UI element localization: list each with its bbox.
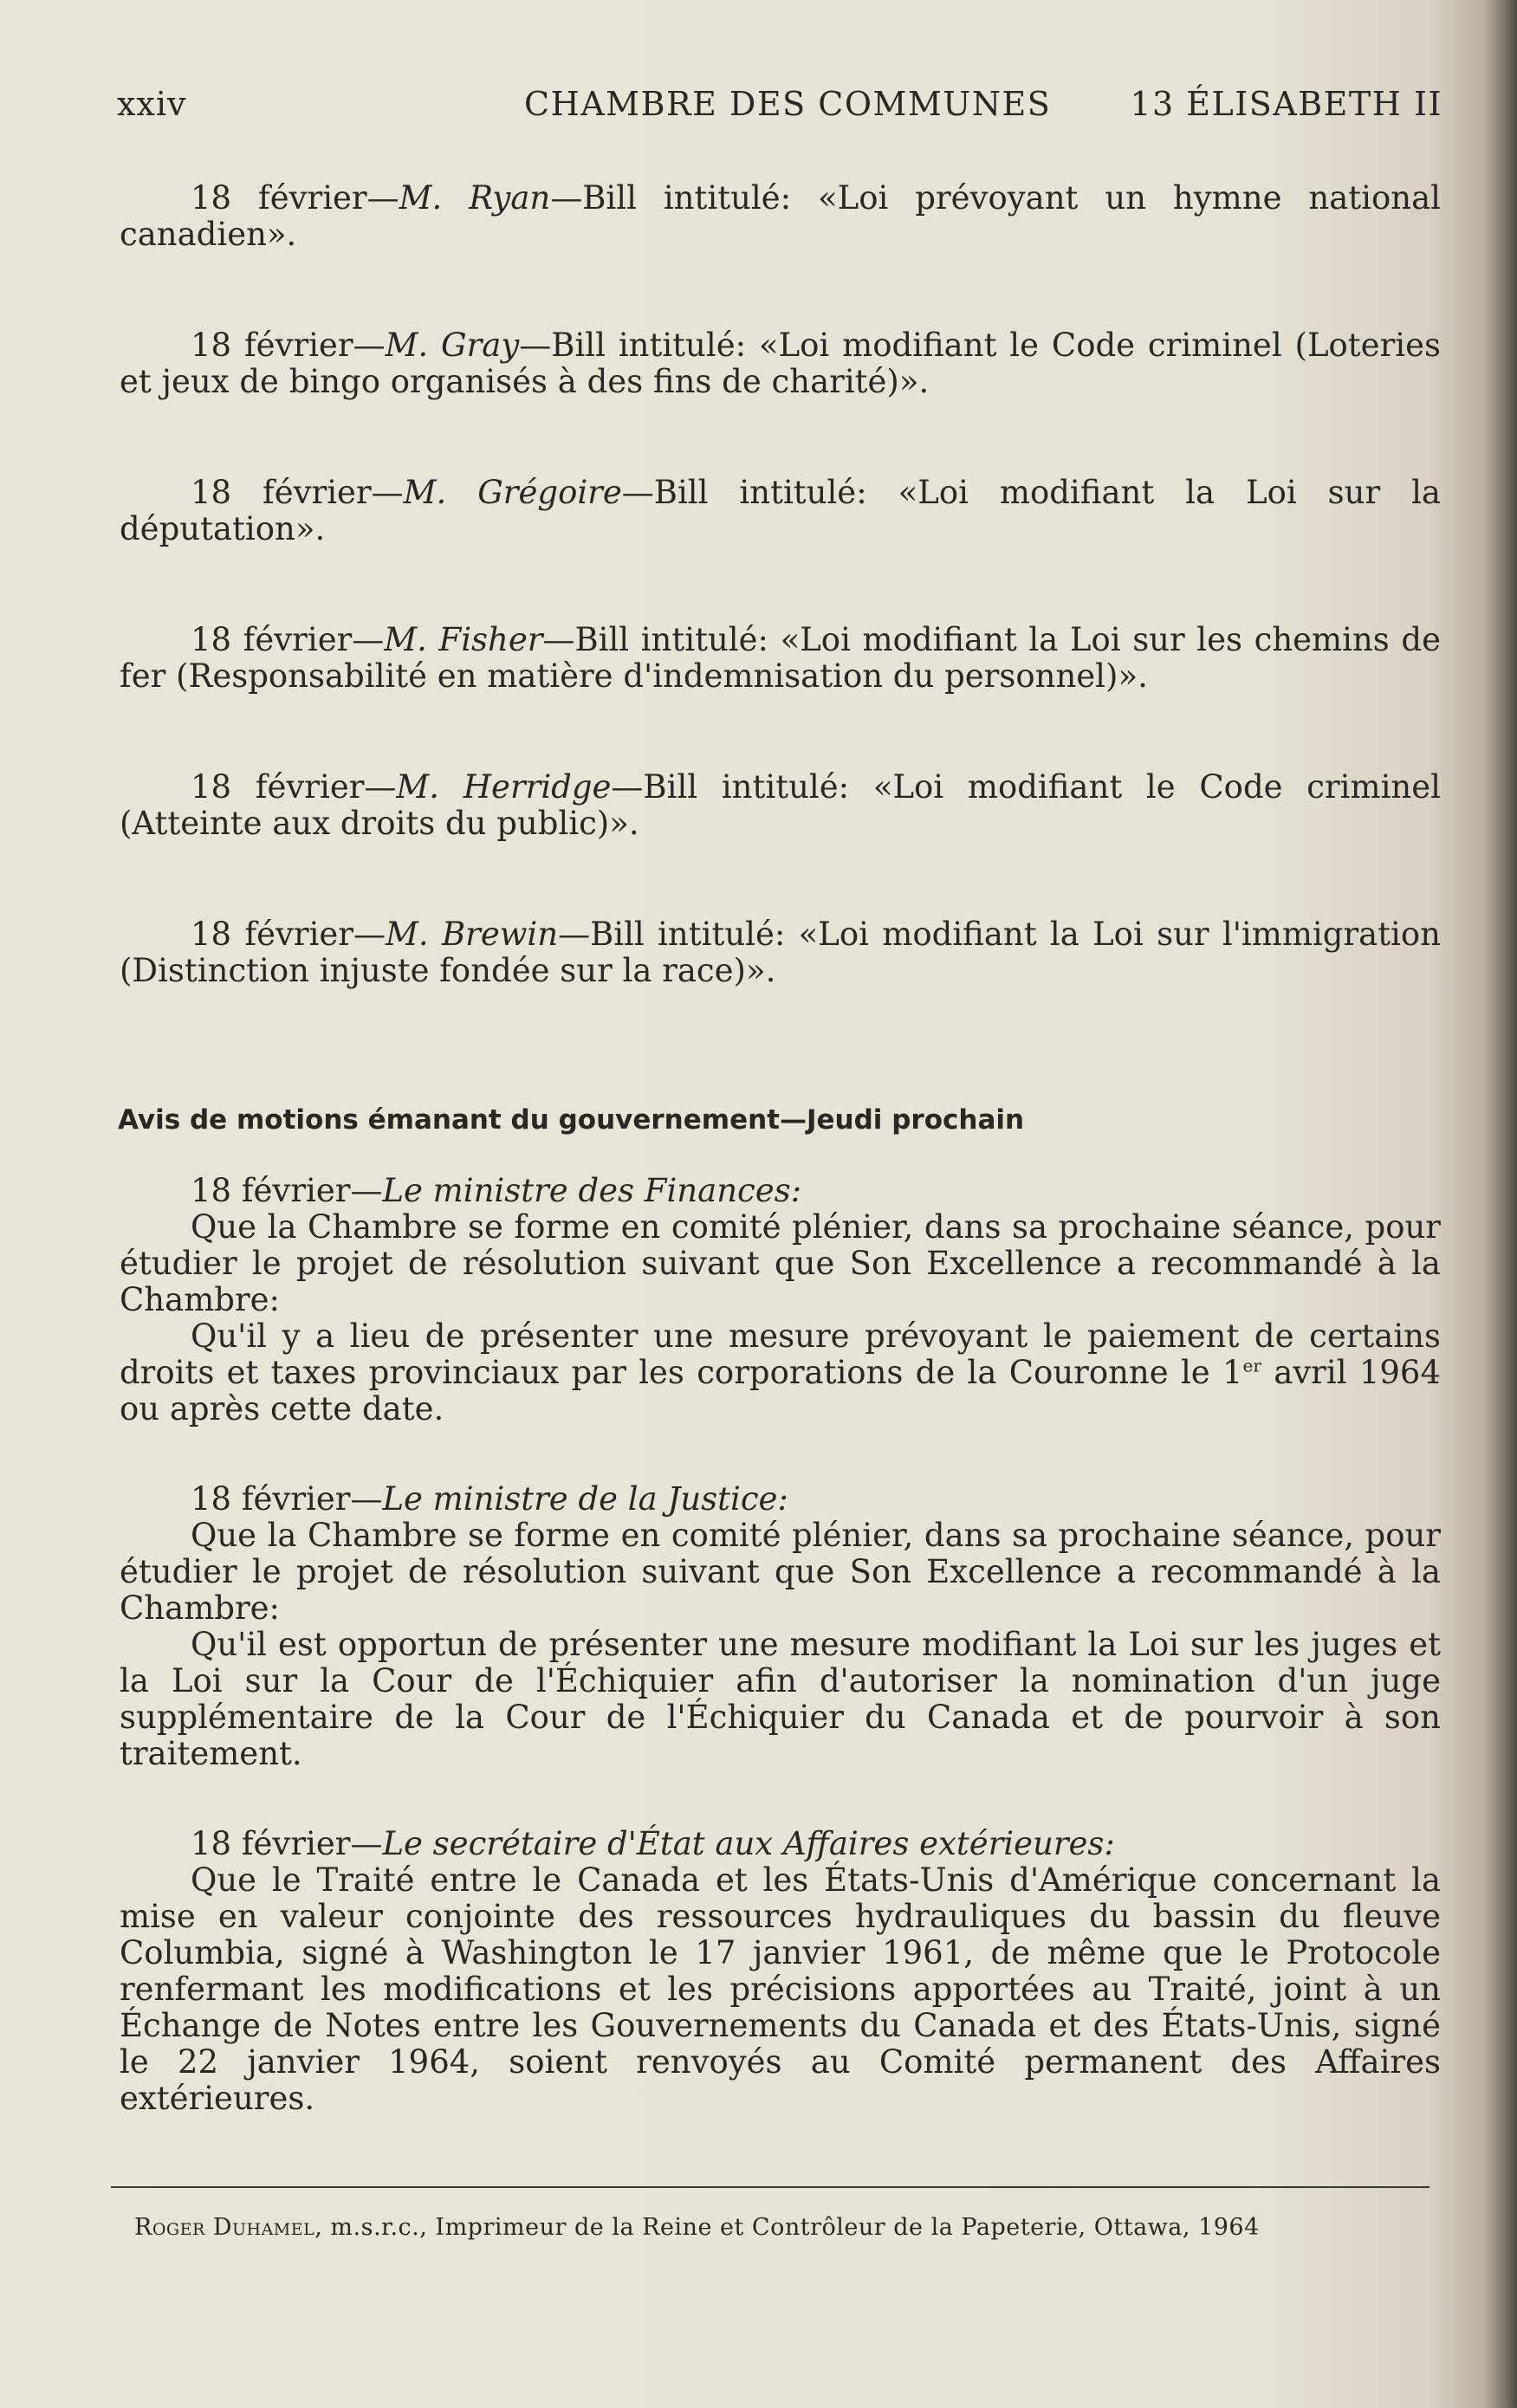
motion-minister: Le ministre de la Justice: xyxy=(382,1480,788,1518)
motion-date: 18 février— xyxy=(191,1172,383,1209)
bill-text: —Bill intitulé: «Loi modifiant la Loi sur l'immigration (Distinction injuste fondée sur la race)». xyxy=(120,916,1441,989)
section-heading: Avis de motions émanant du gouvernement—Jeudi prochain xyxy=(118,1104,1025,1136)
page-number: xxiv xyxy=(117,85,187,123)
book-binding-shadow xyxy=(1484,0,1517,2408)
bill-entry xyxy=(120,327,1441,400)
bill-member: M. Ryan xyxy=(399,179,551,217)
motion-paragraph: Qu'il y a lieu de présenter une mesure prévoyant le paiement de certains droits et taxes provinciaux par les corporations de la Couronne le 1er avril 1964 ou après cette date. xyxy=(120,1317,1441,1427)
bill-date: 18 février— xyxy=(191,179,399,217)
motion-paragraph: Qu'il est opportun de présenter une mesure modifiant la Loi sur les juges et la Loi sur la Cour de l'Échiquier afin d'autoriser la nomination d'un juge supplémentaire de la Cour de l'Échiquier du Canada et de pourvoir à son traitement. xyxy=(120,1626,1441,1772)
motion-minister: Le ministre des Finances: xyxy=(382,1172,802,1209)
bill-entry xyxy=(120,475,1441,547)
bill-text: —Bill intitulé: «Loi modifiant le Code criminel (Atteinte aux droits du public)». xyxy=(120,768,1441,842)
bill-entry xyxy=(120,916,1441,989)
superscript: er xyxy=(1242,1355,1261,1376)
running-header xyxy=(117,85,1442,128)
bill-date: 18 février— xyxy=(191,474,404,511)
bill-entry xyxy=(120,622,1441,695)
bill-member: M. Brewin xyxy=(386,916,559,953)
motion-date: 18 février— xyxy=(191,1480,383,1518)
bill-entry xyxy=(120,180,1441,253)
motion-entry xyxy=(120,1481,1441,1772)
bill-date: 18 février— xyxy=(191,327,386,364)
regnal-year: 13 ÉLISABETH II xyxy=(1130,85,1442,123)
bill-text: —Bill intitulé: «Loi modifiant la Loi sur la députation». xyxy=(120,474,1441,547)
bill-date: 18 février— xyxy=(191,916,386,953)
printer-name: Roger Duhamel xyxy=(134,2214,315,2241)
motion-paragraph: Que le Traité entre le Canada et les États-Unis d'Amérique concernant la mise en valeur conjointe des ressources hydrauliques du bassin du fleuve Columbia, signé à Washington le 17 janvier 1961, de même que le Protocole renfermant les modifications et les précisions apportées au Traité, joint à un Échange de Notes entre les Gouvernements du Canada et des États-Unis, signé le 22 janvier 1964, soient renvoyés au Comité permanent des Affaires extérieures. xyxy=(120,1861,1441,2117)
page-body xyxy=(120,180,1441,2171)
bill-text: —Bill intitulé: «Loi prévoyant un hymne national canadien». xyxy=(120,179,1441,253)
printer-details: , m.s.r.c., Imprimeur de la Reine et Contrôleur de la Papeterie, Ottawa, 1964 xyxy=(314,2214,1260,2241)
bill-member: M. Fisher xyxy=(384,621,543,658)
motion-paragraph: Que la Chambre se forme en comité plénier, dans sa prochaine séance, pour étudier le projet de résolution suivant que Son Excellence a recommandé à la Chambre: xyxy=(120,1517,1441,1627)
motion-date: 18 février— xyxy=(191,1825,383,1862)
bill-text: —Bill intitulé: «Loi modifiant le Code criminel (Loteries et jeux de bingo organisés à des fins de charité)». xyxy=(120,327,1441,400)
bill-date: 18 février— xyxy=(191,768,397,806)
motion-entry xyxy=(120,1173,1441,1427)
bill-member: M. Grégoire xyxy=(403,474,622,511)
bill-date: 18 février— xyxy=(191,621,385,658)
bill-member: M. Gray xyxy=(385,327,520,364)
motion-minister: Le secrétaire d'État aux Affaires extérieures: xyxy=(382,1825,1115,1862)
printer-imprint xyxy=(134,2214,1399,2241)
bill-entry xyxy=(120,769,1441,842)
motion-entry xyxy=(120,1826,1441,2117)
footer-rule xyxy=(111,2186,1429,2188)
motion-paragraph: Que la Chambre se forme en comité plénier, dans sa prochaine séance, pour étudier le projet de résolution suivant que Son Excellence a recommandé à la Chambre: xyxy=(120,1208,1441,1318)
bill-member: M. Herridge xyxy=(396,768,612,806)
header-title: CHAMBRE DES COMMUNES xyxy=(524,85,1052,123)
bill-text: —Bill intitulé: «Loi modifiant la Loi sur les chemins de fer (Responsabilité en matière d'indemnisation du personnel)». xyxy=(120,621,1441,695)
